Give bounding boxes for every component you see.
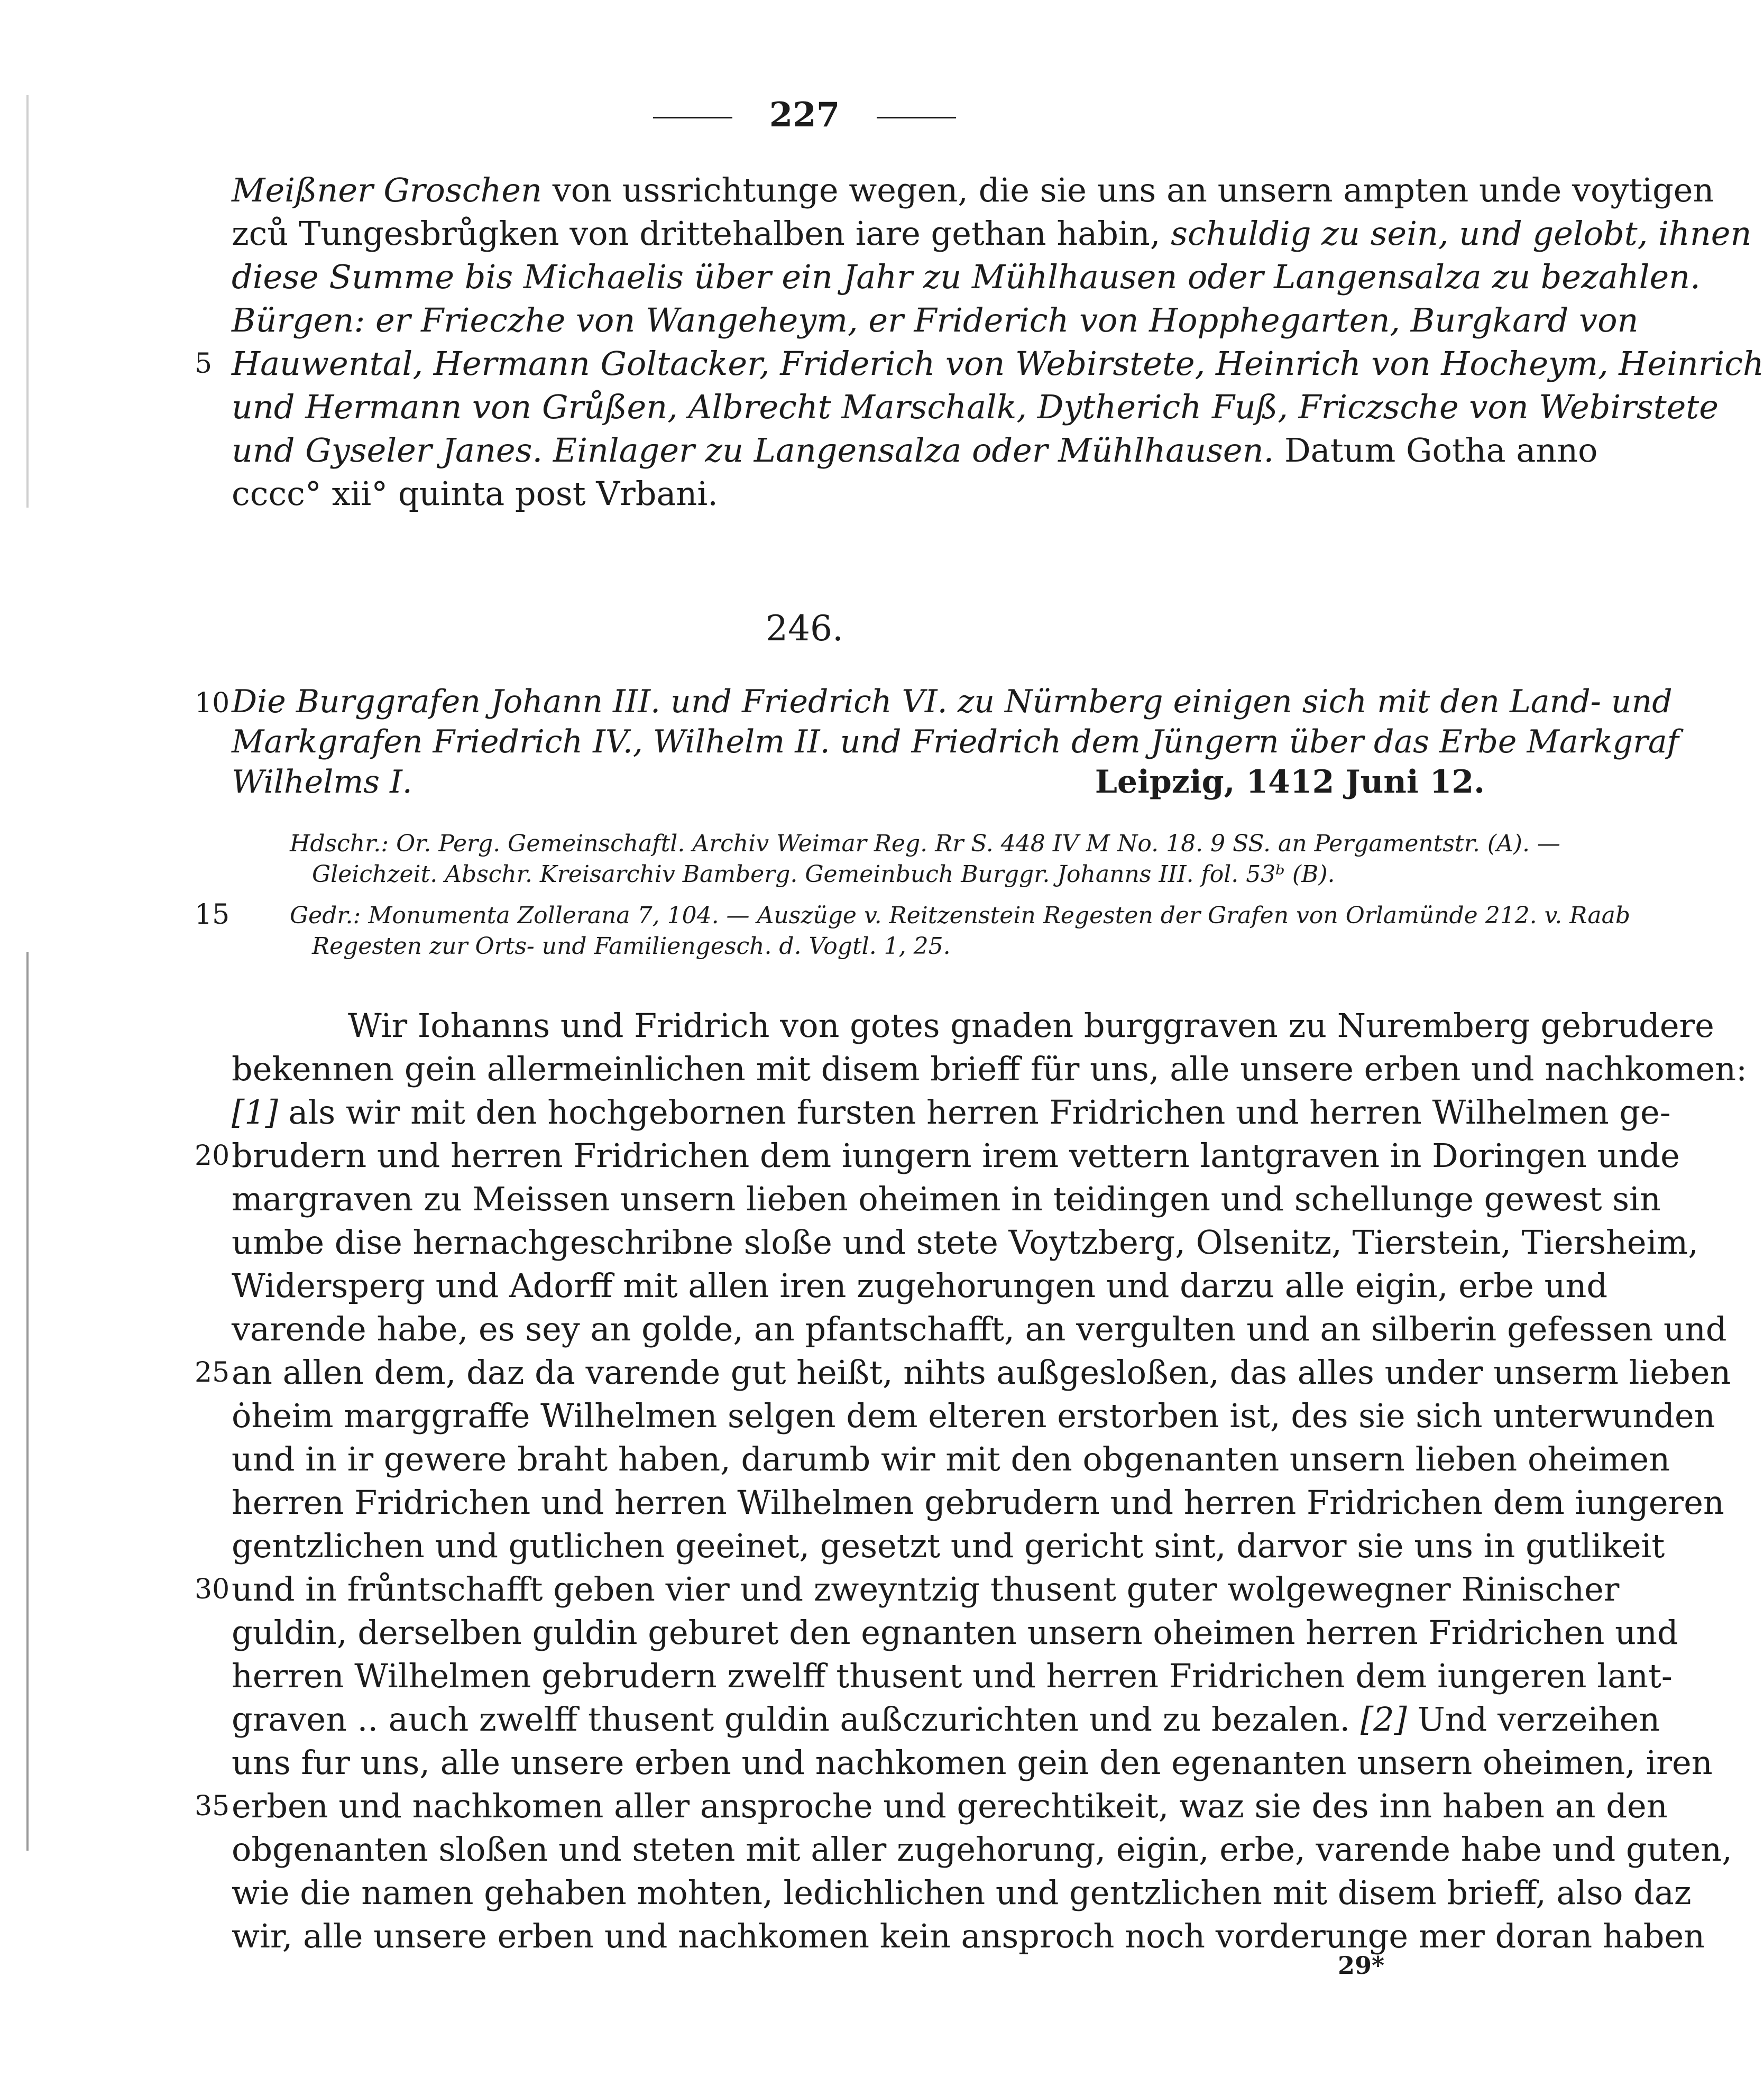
body-line: ȯheim marggraffe Wilhelmen selgen dem elteren erstorben ist, des sie sich unterwunden bbox=[232, 1396, 1715, 1435]
line-number: 15 bbox=[195, 899, 230, 931]
header-dash-left bbox=[653, 117, 732, 118]
body-line: herren Wilhelmen gebrudern zwelff thusent und herren Fridrichen dem iungeren lant- bbox=[232, 1657, 1673, 1695]
body-line bbox=[232, 1698, 1660, 1741]
body-line: uns fur uns, alle unsere erben und nachkomen gein den egenanten unsern oheimen, iren bbox=[232, 1743, 1713, 1782]
page-header bbox=[0, 95, 1609, 135]
scan-margin-line bbox=[26, 95, 29, 508]
body-line: gentzlichen und gutlichen geeinet, gesetzt und gericht sint, darvor sie uns in gutlikeit bbox=[232, 1527, 1665, 1565]
italic-segment: Meißner Groschen bbox=[232, 171, 542, 209]
signature-mark: 29* bbox=[1338, 1951, 1385, 1980]
roman-segment: Datum Gotha anno bbox=[1274, 431, 1598, 470]
body-line: varende habe, es sey an golde, an pfantschafft, an vergulten und an silberin gefessen und bbox=[232, 1310, 1727, 1348]
section-marker: [2] bbox=[1360, 1700, 1407, 1739]
roman-segment: von ussrichtunge wegen, die sie uns an unsern ampten unde voytigen bbox=[541, 171, 1714, 209]
source-line: Regesten zur Orts- und Familiengesch. d. Vogtl. 1, 25. bbox=[312, 933, 951, 960]
page-number: 227 bbox=[769, 95, 840, 135]
body-line: obgenanten sloßen und steten mit aller zugehorung, eigin, erbe, varende habe und guten, bbox=[232, 1830, 1732, 1869]
regest-line: Markgrafen Friedrich IV., Wilhelm II. und Friedrich dem Jüngern über das Erbe Markgraf bbox=[232, 723, 1679, 760]
regest-line: Die Burggrafen Johann III. und Friedrich VI. zu Nürnberg einigen sich mit den Land- und bbox=[232, 683, 1673, 720]
text-line: und Hermann von Grůßen, Albrecht Marschalk, Dytherich Fuß, Friczsche von Webirstete bbox=[232, 388, 1719, 426]
text-line bbox=[232, 429, 1598, 472]
line-number: 5 bbox=[195, 348, 213, 380]
text-line: cccc° xii° quinta post Vrbani. bbox=[232, 474, 718, 513]
line-number: 35 bbox=[195, 1790, 230, 1822]
line-number: 20 bbox=[195, 1140, 230, 1172]
body-line: Widersperg und Adorff mit allen iren zugehorungen und darzu alle eigin, erbe und bbox=[232, 1266, 1608, 1305]
body-line bbox=[232, 1091, 1671, 1134]
document-date: Leipzig, 1412 Juni 12. bbox=[1095, 764, 1485, 801]
text-line: diese Summe bis Michaelis über ein Jahr zu Mühlhausen oder Langensalza zu bezahlen. bbox=[232, 258, 1701, 296]
roman-segment: Und verzeihen bbox=[1407, 1700, 1660, 1739]
line-number: 10 bbox=[195, 687, 230, 719]
body-line: herren Fridrichen und herren Wilhelmen gebrudern und herren Fridrichen dem iungeren bbox=[232, 1483, 1724, 1522]
text-line bbox=[232, 213, 1752, 255]
scan-margin-line bbox=[26, 952, 29, 1851]
roman-segment: zců Tungesbrůgken von drittehalben iare gethan habin, bbox=[232, 214, 1171, 253]
body-line: bekennen gein allermeinlichen mit disem brieff für uns, alle unsere erben und nachkomen: bbox=[232, 1050, 1747, 1088]
body-line: an allen dem, daz da varende gut heißt, nihts außgesloßen, das alles under unserm lieben bbox=[232, 1353, 1731, 1392]
body-line: und in frůntschafft geben vier und zweyntzig thusent guter wolgewegner Rinischer bbox=[232, 1570, 1620, 1608]
body-line: Wir Iohanns und Fridrich von gotes gnaden burggraven zu Nuremberg gebrudere bbox=[348, 1006, 1714, 1045]
document-number: 246. bbox=[766, 608, 843, 649]
body-line: margraven zu Meissen unsern lieben oheimen in teidingen und schellunge gewest sin bbox=[232, 1180, 1661, 1218]
body-line: brudern und herren Fridrichen dem iungern irem vettern lantgraven in Doringen unde bbox=[232, 1136, 1680, 1175]
text-line: Bürgen: er Frieczhe von Wangeheym, er Friderich von Hopphegarten, Burgkard von bbox=[232, 301, 1639, 339]
body-line: wir, alle unsere erben und nachkomen kein ansproch noch vorderunge mer doran haben bbox=[232, 1917, 1705, 1955]
source-line: Gleichzeit. Abschr. Kreisarchiv Bamberg. Gemeinbuch Burggr. Johanns III. fol. 53ᵇ (B). bbox=[312, 861, 1335, 888]
regest-date-line bbox=[232, 762, 1501, 802]
body-line: wie die namen gehaben mohten, ledichlichen und gentzlichen mit disem brieff, also daz bbox=[232, 1873, 1692, 1912]
roman-segment: graven .. auch zwelff thusent guldin außczurichten und zu bezalen. bbox=[232, 1700, 1361, 1739]
text-line bbox=[232, 169, 1714, 212]
regest-line: Wilhelms I. bbox=[232, 764, 412, 801]
text-line: Hauwental, Hermann Goltacker, Friderich von Webirstete, Heinrich von Hocheym, Heinrich bbox=[232, 344, 1764, 383]
section-marker: [1] bbox=[232, 1093, 278, 1132]
source-line: Hdschr.: Or. Perg. Gemeinschaftl. Archiv Weimar Reg. Rr S. 448 IV M No. 18. 9 SS. an Pergamentstr. (A). — bbox=[290, 830, 1560, 857]
source-line: Gedr.: Monumenta Zollerana 7, 104. — Auszüge v. Reitzenstein Regesten der Grafen von Orlamünde 212. v. Raab bbox=[290, 902, 1631, 929]
body-line: erben und nachkomen aller ansproche und gerechtikeit, waz sie des inn haben an den bbox=[232, 1787, 1668, 1825]
italic-segment: schuldig zu sein, und gelobt, ihnen bbox=[1171, 214, 1752, 253]
line-number: 30 bbox=[195, 1574, 230, 1605]
body-line: und in ir gewere braht haben, darumb wir mit den obgenanten unsern lieben oheimen bbox=[232, 1440, 1670, 1478]
roman-segment: als wir mit den hochgebornen fursten herren Fridrichen und herren Wilhelmen ge- bbox=[278, 1093, 1671, 1132]
line-number: 25 bbox=[195, 1357, 230, 1389]
italic-segment: und Gyseler Janes. Einlager zu Langensalza oder Mühlhausen. bbox=[232, 431, 1274, 470]
body-line: guldin, derselben guldin geburet den egnanten unsern oheimen herren Fridrichen und bbox=[232, 1613, 1678, 1652]
body-line: umbe dise hernachgeschribne sloße und stete Voytzberg, Olsenitz, Tierstein, Tiersheim, bbox=[232, 1223, 1698, 1262]
header-dash-right bbox=[877, 117, 956, 118]
